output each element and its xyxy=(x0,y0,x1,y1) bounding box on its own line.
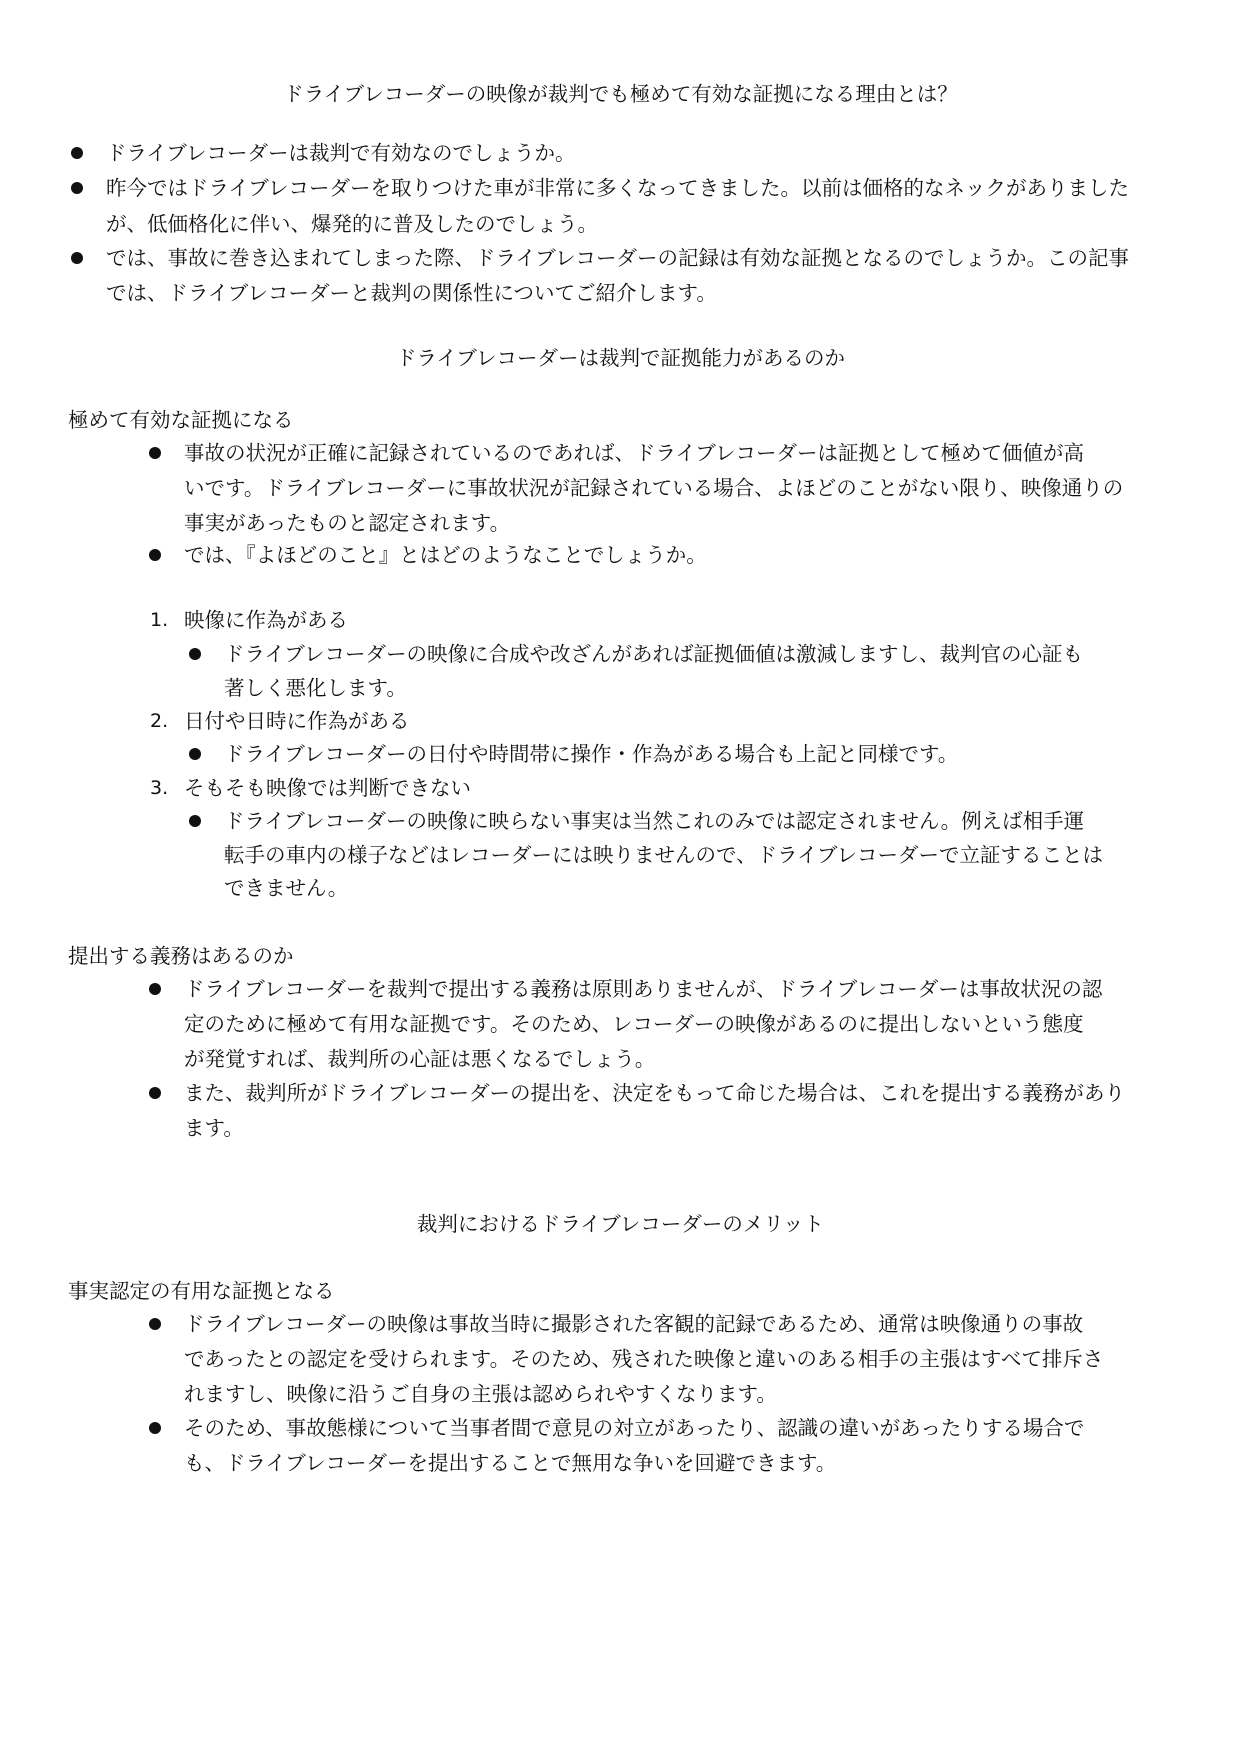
list-item-line: 事実があったものと認定されます。 xyxy=(184,511,511,535)
list-item-line: 定のために極めて有用な証拠です。そのため、レコーダーの映像があるのに提出しないという態度 xyxy=(184,1012,1084,1036)
bullet-icon xyxy=(149,549,161,561)
list-item-line: 事故の状況が正確に記録されているのであれば、ドライブレコーダーは証拠として極めて価値が高 xyxy=(184,441,1084,465)
bullet-icon xyxy=(189,815,201,827)
list-item-line: れますし、映像に沿うご自身の主張は認められやすくなります。 xyxy=(184,1382,777,1406)
intro-item-line: 昨今ではドライブレコーダーを取りつけた車が非常に多くなってきました。以前は価格的なネックがありました xyxy=(106,176,1129,200)
list-item-line: ます。 xyxy=(184,1116,244,1140)
list-item-line: では、『よほどのこと』とはどのようなことでしょうか。 xyxy=(184,543,707,567)
intro-item-line: では、事故に巻き込まれてしまった際、ドライブレコーダーの記録は有効な証拠となるのでしょうか。この記事 xyxy=(106,246,1129,270)
bullet-icon xyxy=(71,252,83,264)
list-item-line: ドライブレコーダーの映像は事故当時に撮影された客観的記録であるため、通常は映像通りの事故 xyxy=(184,1312,1084,1336)
numbered-item-line: 転手の車内の様子などはレコーダーには映りませんので、ドライブレコーダーで立証することは xyxy=(224,843,1104,867)
item-number: 1. xyxy=(150,609,169,631)
subsection-heading: 提出する義務はあるのか xyxy=(68,944,294,968)
intro-item-line: では、ドライブレコーダーと裁判の関係性についてご紹介します。 xyxy=(106,281,717,305)
section-heading: ドライブレコーダーは裁判で証拠能力があるのか xyxy=(396,346,845,370)
bullet-icon xyxy=(71,147,83,159)
list-item-line: であったとの認定を受けられます。そのため、残された映像と違いのある相手の主張はすべて排斥さ xyxy=(184,1347,1104,1371)
list-item-line: が発覚すれば、裁判所の心証は悪くなるでしょう。 xyxy=(184,1047,656,1071)
list-item-line: そのため、事故態様について当事者間で意見の対立があったり、認識の違いがあったりする場合で xyxy=(184,1416,1085,1440)
bullet-icon xyxy=(71,182,83,194)
bullet-icon xyxy=(149,1318,161,1330)
bullet-icon xyxy=(149,1087,161,1099)
numbered-item-label: 映像に作為がある xyxy=(184,608,348,632)
numbered-item-label: そもそも映像では判断できない xyxy=(184,776,471,800)
list-item-line: も、ドライブレコーダーを提出することで無用な争いを回避できます。 xyxy=(184,1451,837,1475)
bullet-icon xyxy=(149,1422,161,1434)
section-heading: 裁判におけるドライブレコーダーのメリット xyxy=(416,1212,825,1236)
item-number: 3. xyxy=(150,777,169,799)
numbered-item-line: ドライブレコーダーの日付や時間帯に操作・作為がある場合も上記と同様です。 xyxy=(224,742,959,766)
document-title: ドライブレコーダーの映像が裁判でも極めて有効な証拠になる理由とは？ xyxy=(283,82,958,106)
intro-item-line: が、低価格化に伴い、爆発的に普及したのでしょう。 xyxy=(106,212,598,236)
bullet-icon xyxy=(149,983,161,995)
bullet-icon xyxy=(189,648,201,660)
subsection-heading: 事実認定の有用な証拠となる xyxy=(68,1279,335,1303)
bullet-icon xyxy=(189,748,201,760)
intro-item-line: ドライブレコーダーは裁判で有効なのでしょうか。 xyxy=(106,141,576,165)
list-item-line: いです。ドライブレコーダーに事故状況が記録されている場合、よほどのことがない限り、映像通りの xyxy=(184,476,1124,500)
numbered-item-line: ドライブレコーダーの映像に映らない事実は当然これのみでは認定されません。例えば相手運 xyxy=(224,809,1085,833)
bullet-icon xyxy=(149,447,161,459)
numbered-item-line: できません。 xyxy=(224,876,349,900)
list-item-line: また、裁判所がドライブレコーダーの提出を、決定をもって命じた場合は、これを提出する義務があり xyxy=(184,1081,1125,1105)
item-number: 2. xyxy=(150,710,169,732)
subsection-heading: 極めて有効な証拠になる xyxy=(68,408,294,432)
numbered-item-line: 著しく悪化します。 xyxy=(224,676,407,700)
numbered-item-line: ドライブレコーダーの映像に合成や改ざんがあれば証拠価値は激減しますし、裁判官の心証も xyxy=(224,642,1083,666)
list-item-line: ドライブレコーダーを裁判で提出する義務は原則ありませんが、ドライブレコーダーは事故状況の認 xyxy=(184,977,1103,1001)
numbered-item-label: 日付や日時に作為がある xyxy=(184,709,410,733)
